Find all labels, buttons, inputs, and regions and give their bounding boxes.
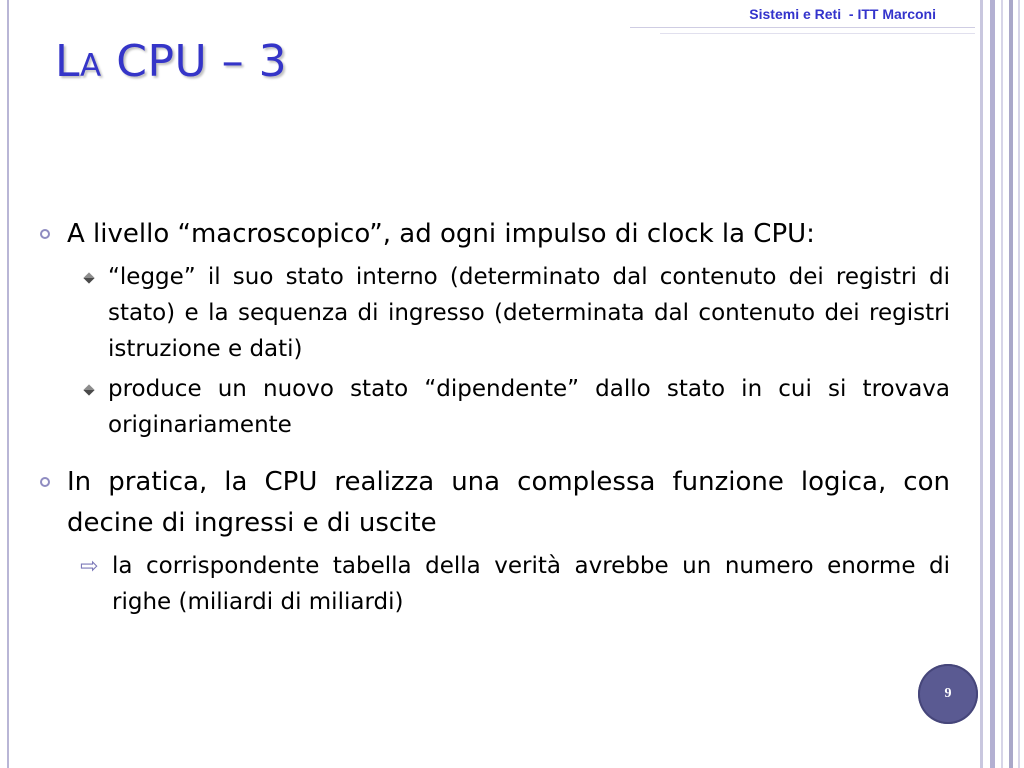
header-rule — [630, 27, 975, 28]
right-decorative-stripe — [980, 0, 983, 768]
ring-bullet-icon — [40, 477, 50, 487]
slide-title — [55, 36, 287, 87]
header-rule — [660, 33, 975, 34]
right-decorative-stripe — [990, 0, 995, 768]
slide-title-prefix: La — [55, 36, 102, 87]
ring-bullet-icon — [40, 229, 50, 239]
sub-bullet-text: produce un nuovo stato “dipendente” dallo stato in cui si trovava originariamente — [108, 376, 950, 438]
sub-bullet-item — [38, 259, 950, 367]
sub-bullet-text: la corrispondente tabella della verità avrebbe un numero enorme di righe (miliardi di miliardi) — [112, 553, 950, 615]
right-decorative-stripe — [1009, 0, 1013, 768]
bullet-text: In pratica, la CPU realizza una complessa funzione logica, con decine di ingressi e di uscite — [67, 467, 950, 538]
left-decorative-line — [7, 0, 9, 768]
sub-bullet-item — [38, 548, 950, 620]
right-decorative-stripe — [1018, 0, 1020, 768]
diamond-bullet-icon — [83, 384, 94, 395]
slide-header: Sistemi e Reti - ITT Marconi — [749, 6, 936, 22]
sub-bullet-text: “legge” il suo stato interno (determinato dal contenuto dei registri di stato) e la sequenza di ingresso (determinata dal contenuto dei registri istruzione e dati) — [108, 264, 950, 362]
page-number: 9 — [944, 686, 952, 701]
hollow-arrow-right-icon: ⇨ — [80, 554, 99, 579]
sub-bullet-item — [38, 371, 950, 443]
bullet-item — [38, 214, 950, 255]
slide-title-main: CPU – 3 — [101, 36, 288, 87]
bullet-text: A livello “macroscopico”, ad ogni impulso di clock la CPU: — [67, 219, 815, 249]
page-number-badge — [918, 664, 978, 724]
diamond-bullet-icon — [83, 272, 94, 283]
bullet-item — [38, 462, 950, 544]
right-decorative-stripe — [1001, 0, 1003, 768]
slide-body — [38, 214, 950, 620]
